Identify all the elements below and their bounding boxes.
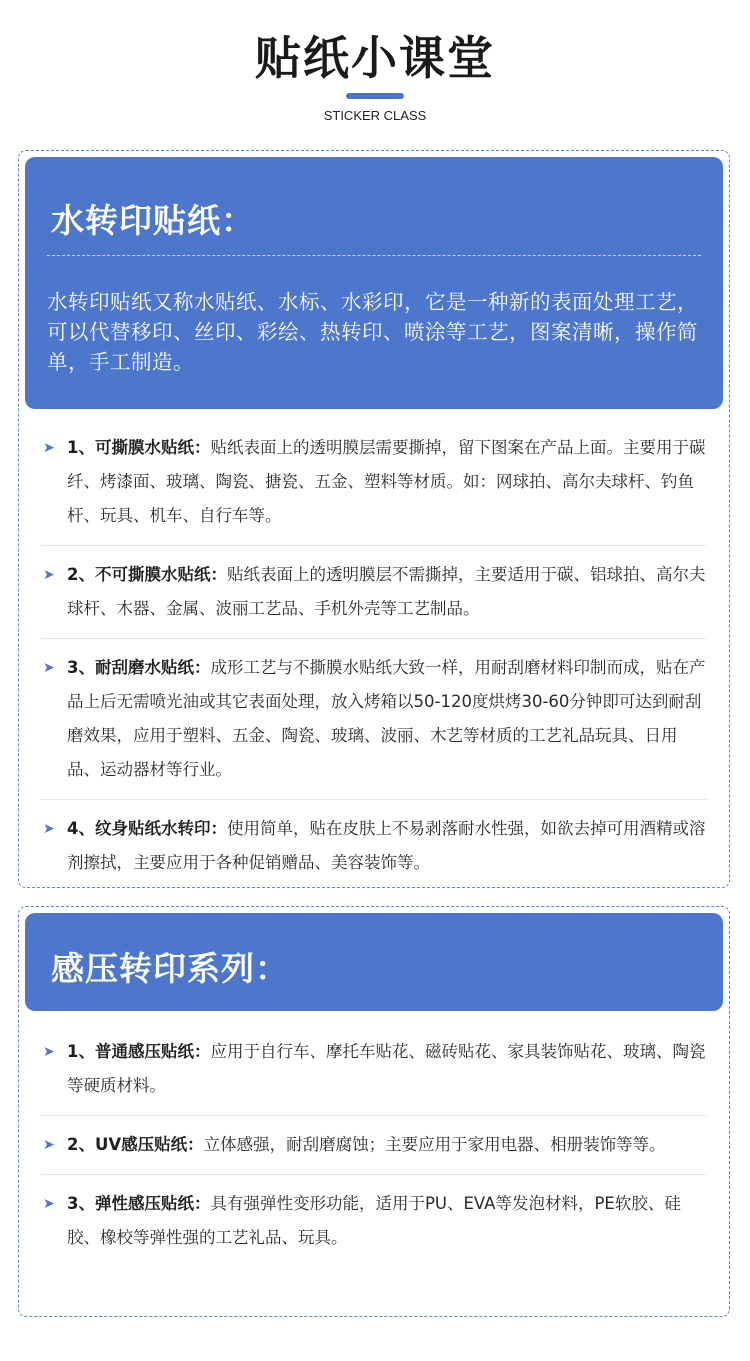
triangle-right-icon: ➤ bbox=[43, 1044, 55, 1060]
item-list bbox=[41, 1035, 707, 1255]
section-header bbox=[25, 157, 723, 409]
item-label: 3、耐刮磨水贴纸： bbox=[67, 658, 211, 677]
item-text: 具有强弹性变形功能，适用于PU、EVA等发泡材料，PE软胶、硅胶、橡校等弹性强的工艺礼品、玩具。 bbox=[67, 1194, 681, 1247]
pressure-transfer-card bbox=[18, 906, 730, 1317]
list-item bbox=[41, 1035, 707, 1116]
item-label: 2、不可撕膜水贴纸： bbox=[67, 565, 227, 584]
item-label: 1、可撕膜水贴纸： bbox=[67, 438, 211, 457]
list-item bbox=[41, 546, 707, 639]
item-text: 贴纸表面上的透明膜层不需撕掉，主要适用于碳、铝球拍、高尔夫球杆、木器、金属、波丽工艺品、手机外壳等工艺制品。 bbox=[67, 565, 706, 618]
list-item bbox=[41, 1116, 707, 1175]
item-list bbox=[41, 431, 707, 880]
list-item bbox=[41, 639, 707, 800]
triangle-right-icon: ➤ bbox=[43, 1137, 55, 1153]
item-label: 3、弹性感压贴纸： bbox=[67, 1194, 211, 1213]
section-header bbox=[25, 913, 723, 1011]
triangle-right-icon: ➤ bbox=[43, 1196, 55, 1212]
item-text: 应用于自行车、摩托车贴花、磁砖贴花、家具装饰贴花、玻璃、陶瓷等硬质材料。 bbox=[67, 1042, 706, 1095]
triangle-right-icon: ➤ bbox=[43, 440, 55, 456]
item-text: 贴纸表面上的透明膜层需要撕掉，留下图案在产品上面。主要用于碳纤、烤漆面、玻璃、陶瓷、搪瓷、五金、塑料等材质。如：网球拍、高尔夫球杆、钓鱼杆、玩具、机车、自行车等。 bbox=[67, 438, 706, 525]
triangle-right-icon: ➤ bbox=[43, 821, 55, 837]
page-title: 贴纸小课堂 bbox=[255, 31, 495, 85]
triangle-right-icon: ➤ bbox=[43, 567, 55, 583]
page-subtitle: STICKER CLASS bbox=[323, 108, 427, 123]
divider bbox=[47, 255, 701, 256]
list-item bbox=[41, 800, 707, 880]
triangle-right-icon: ➤ bbox=[43, 660, 55, 676]
section-title: 感压转印系列： bbox=[51, 949, 289, 988]
section-description: 水转印贴纸又称水贴纸、水标、水彩印，它是一种新的表面处理工艺，可以代替移印、丝印、彩绘、热转印、喷涂等工艺，图案清晰，操作简单，手工制造。 bbox=[47, 290, 698, 374]
item-text: 立体感强，耐刮磨腐蚀；主要应用于家用电器、相册装饰等等。 bbox=[203, 1135, 666, 1154]
title-underline bbox=[346, 93, 404, 99]
water-transfer-card bbox=[18, 150, 730, 888]
list-item bbox=[41, 431, 707, 546]
item-text: 使用简单，贴在皮肤上不易剥落耐水性强，如欲去掉可用酒精或溶剂擦拭，主要应用于各种促销赠品、美容装饰等。 bbox=[67, 819, 706, 872]
item-label: 1、普通感压贴纸： bbox=[67, 1042, 211, 1061]
item-label: 2、UV感压贴纸： bbox=[67, 1135, 204, 1154]
item-text: 成形工艺与不撕膜水贴纸大致一样，用耐刮磨材料印制而成，贴在产品上后无需喷光油或其它表面处理，放入烤箱以50-120度烘烤30-60分钟即可达到耐刮磨效果，应用于塑料、五金、陶瓷、玻璃、波丽、木艺等材质的工艺礼品玩具、日用品、运动器材等行业。 bbox=[67, 658, 706, 779]
item-label: 4、纹身贴纸水转印： bbox=[67, 819, 227, 838]
list-item bbox=[41, 1175, 707, 1255]
section-title: 水转印贴纸： bbox=[51, 201, 255, 240]
